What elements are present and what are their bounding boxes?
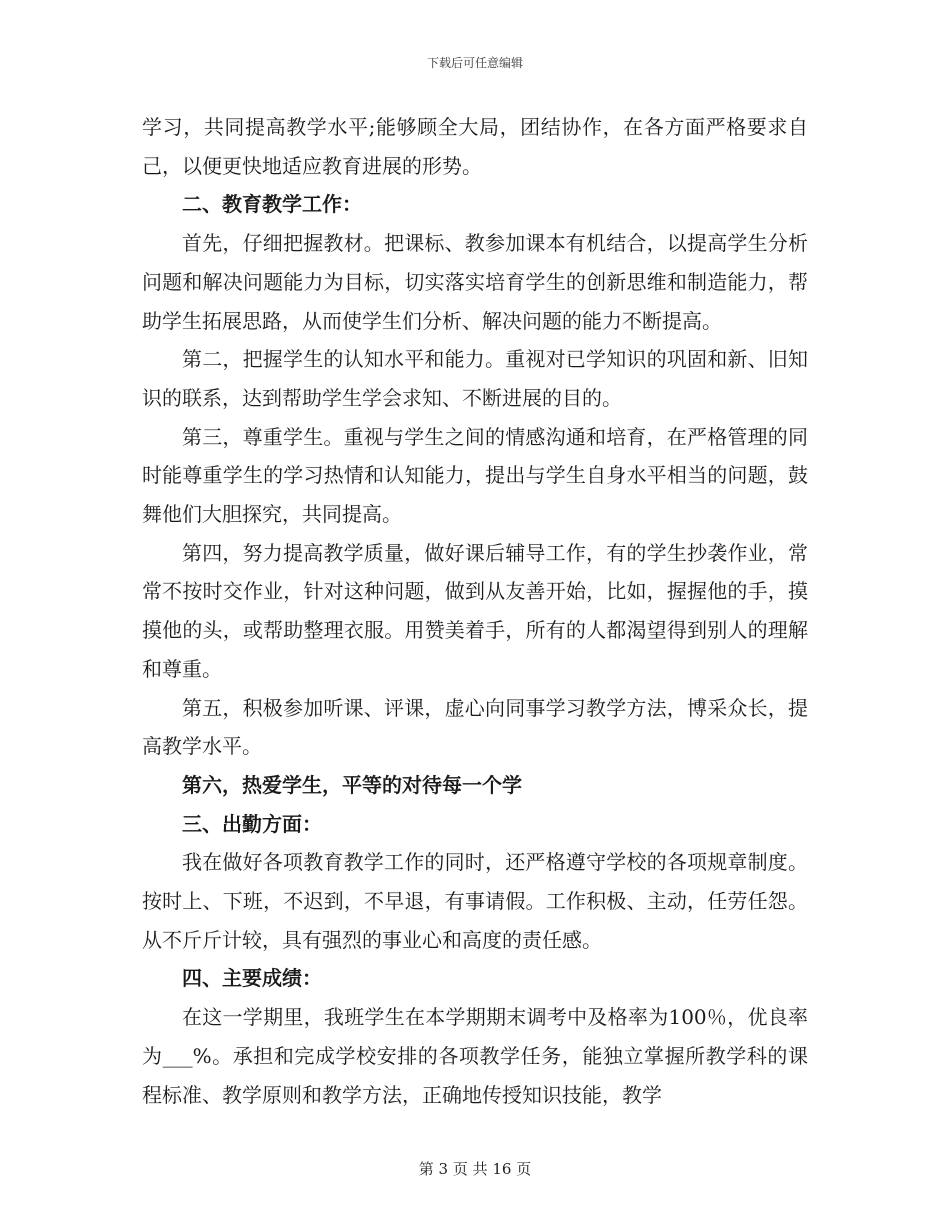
paragraph-sixth-point: 第六，热爱学生，平等的对待每一个学 bbox=[182, 772, 522, 797]
paragraph-third-point: 第三，尊重学生。重视与学生之间的情感沟通和培育，在严格管理的同时能尊重学生的学习热情和认知能力，提出与学生自身水平相当的问题，鼓舞他们大胆探究，共同提高。 bbox=[142, 424, 808, 527]
section-heading-attendance: 三、出勤方面： bbox=[182, 811, 322, 836]
paragraph-fourth-point: 第四，努力提高教学质量，做好课后辅导工作，有的学生抄袭作业，常常不按时交作业，针对这种问题，做到从友善开始，比如，握握他的手，摸摸他的头，或帮助整理衣服。用赞美着手，所有的人都渴望得到别人的理解和尊重。 bbox=[142, 540, 808, 681]
paragraph-fifth-point: 第五，积极参加听课、评课，虚心向同事学习教学方法，博采众长，提高教学水平。 bbox=[142, 695, 808, 759]
page-header: 下载后可任意编辑 bbox=[426, 56, 523, 70]
paragraph-second-point: 第二，把握学生的认知水平和能力。重视对已学知识的巩固和新、旧知识的联系，达到帮助学生学会求知、不断进展的目的。 bbox=[142, 347, 808, 410]
section-heading-teaching: 二、教育教学工作： bbox=[182, 192, 362, 217]
paragraph-achievements: 在这一学期里，我班学生在本学期期末调考中及格率为100％，优良率为___%。承担和完成学校安排的各项教学任务，能独立掌握所教学科的课程标准、教学原则和教学方法，正确地传授知识技能，教学 bbox=[142, 1005, 808, 1107]
paragraph-first-point: 首先，仔细把握教材。把课标、教参加课本有机结合，以提高学生分析问题和解决问题能力为目标，切实落实培育学生的创新思维和制造能力，帮助学生拓展思路，从而使学生们分析、解决问题的能力不断提高。 bbox=[142, 231, 808, 333]
page-footer: 第 3 页 共 16 页 bbox=[418, 1160, 532, 1178]
paragraph-attendance: 我在做好各项教育教学工作的同时，还严格遵守学校的各项规章制度。按时上、下班，不迟到，不早退，有事请假。工作积极、主动，任劳任怨。从不斤斤计较，具有强烈的事业心和高度的责任感。 bbox=[142, 850, 808, 952]
section-heading-achievements: 四、主要成绩： bbox=[182, 966, 322, 991]
paragraph-intro-continued: 学习，共同提高教学水平;能够顾全大局，团结协作，在各方面严格要求自己，以便更快地适应教育进展的形势。 bbox=[142, 115, 808, 178]
document-body bbox=[142, 108, 808, 1114]
